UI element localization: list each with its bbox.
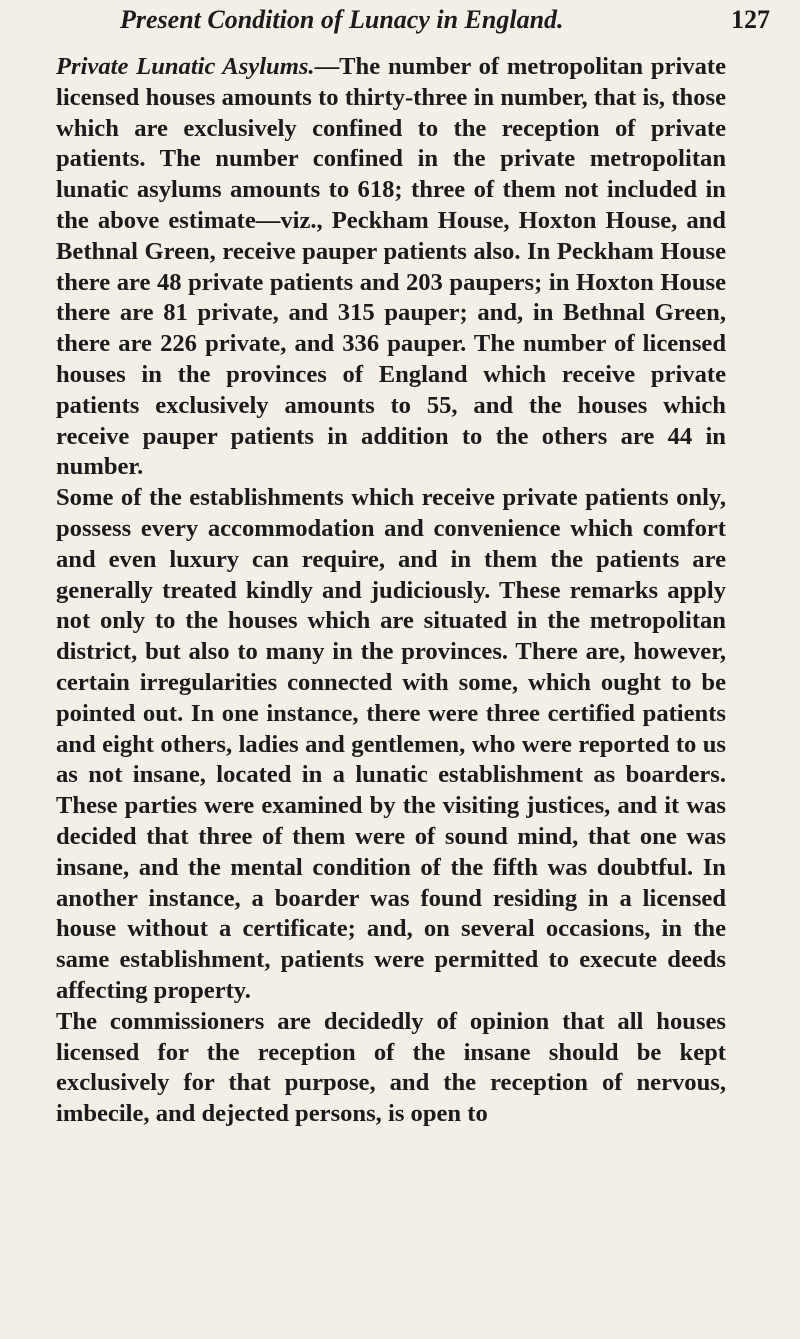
body-text (56, 52, 726, 1130)
paragraph-commissioners: The commissioners are decidedly of opinion that all houses licensed for the reception of the insane should be kept exclusively for that purpose, and the reception of nervous, imbecile, and dejected persons, is open to (56, 1007, 726, 1128)
paragraph-private-asylums (56, 52, 726, 483)
paragraph-establishments: Some of the establishments which receive private patients only, possess every accommodation and convenience which comfort and even luxury can require, and in them the patients are generally treated kindly and judiciously. These remarks apply not only to the houses which are situated in the metropolitan district, but also to many in the provinces. There are, however, certain irregularities connected with some, which ought to be pointed out. In one instance, there were three certified patients and eight others, ladies and gentlemen, who were reported to us as not insane, located in a lunatic establishment as boarders. These parties were examined by the visiting justices, and it was decided that three of them were of sound mind, that one was insane, and the mental condition of the fifth was doubtful. In another instance, a boarder was found residing in a licensed house without a certificate; and, on several occasions, in the same establishment, patients were permitted to execute deeds affecting property. (56, 484, 726, 1004)
section-heading: Private Lunatic Asylums. (56, 53, 315, 80)
page-number: 127 (731, 5, 770, 34)
paragraph-text: —The number of metropolitan private licensed houses amounts to thirty-three in number, that is, those which are exclusively confined to the reception of private patients. The number confined in the private metropolitan lunatic asylums amounts to 618; three of them not included in the above estimate—viz., Peckham House, Hoxton House, and Bethnal Green, receive pauper patients also. In Peckham House there are 48 private patients and 203 paupers; in Hoxton House there are 81 private, and 315 pauper; and, in Bethnal Green, there are 226 private, and 336 pauper. The number of licensed houses in the provinces of England which receive private patients exclusively amounts to 55, and the houses which receive pauper patients in addition to the others are 44 in number. (56, 53, 726, 481)
running-head-title: Present Condition of Lunacy in England. (120, 5, 564, 34)
running-head (120, 0, 770, 40)
